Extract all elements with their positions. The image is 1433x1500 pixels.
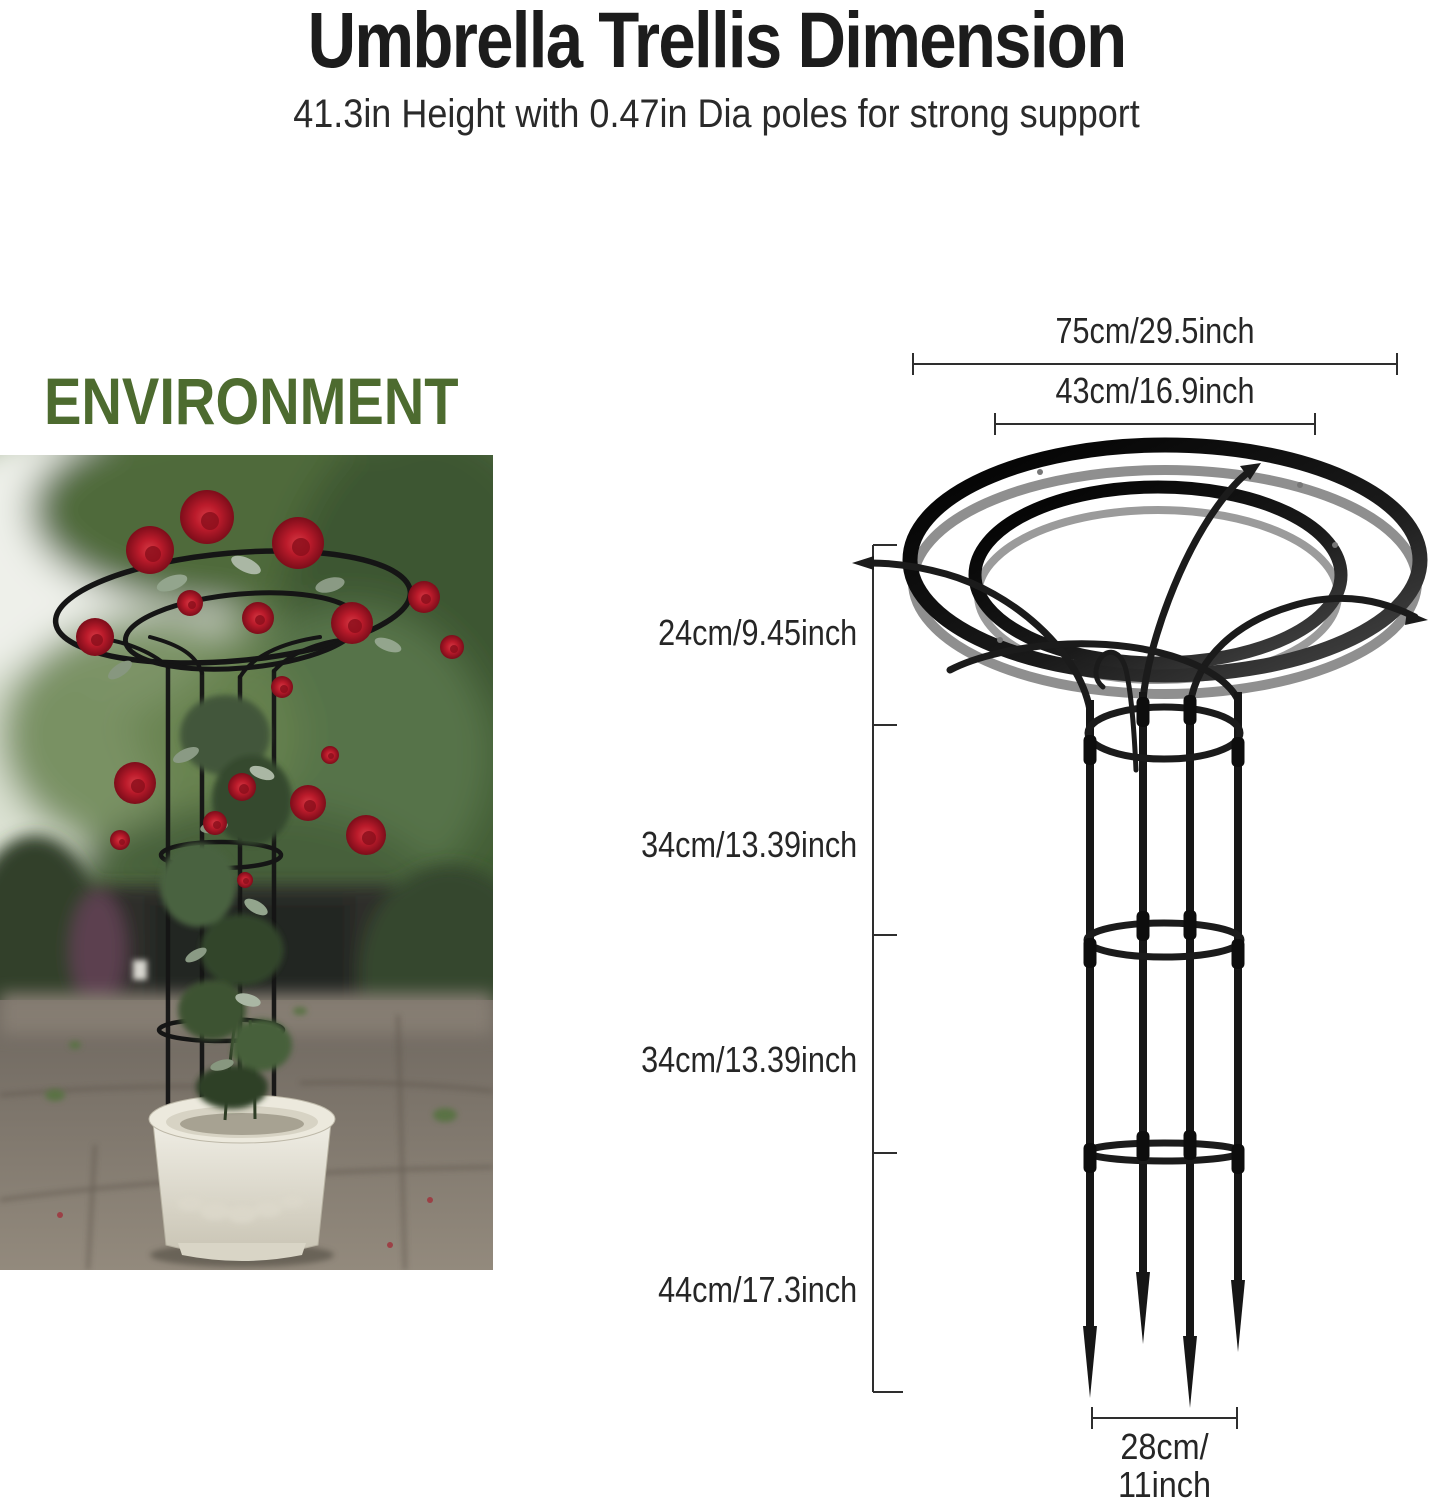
- environment-photo: [0, 455, 493, 1270]
- dimension-label-base-width-line2: 11inch: [1117, 1464, 1212, 1500]
- page-subtitle: 41.3in Height with 0.47in Dia poles for strong support: [293, 92, 1140, 136]
- trellis-dimension-drawing: [560, 300, 1433, 1500]
- dimension-label-base-width-line1: 28cm/: [1120, 1426, 1209, 1467]
- dimension-label-height-1: 24cm/9.45inch: [657, 612, 857, 653]
- environment-heading: ENVIRONMENT: [44, 364, 459, 438]
- pole-clamps: [1084, 695, 1245, 1174]
- trellis-drawing: [852, 445, 1428, 1408]
- dimension-label-top-outer-width: 75cm/29.5inch: [1055, 310, 1255, 351]
- ring-rivets: [997, 469, 1338, 643]
- dimension-label-top-inner-width: 43cm/16.9inch: [1055, 370, 1255, 411]
- dimension-label-height-2: 34cm/13.39inch: [640, 824, 857, 865]
- page-title: Umbrella Trellis Dimension: [307, 0, 1126, 84]
- dimension-label-height-4: 44cm/17.3inch: [657, 1269, 857, 1310]
- dimension-label-base-width: [1090, 1428, 1239, 1500]
- pole-spikes: [1083, 1272, 1245, 1408]
- dimension-label-height-3: 34cm/13.39inch: [640, 1039, 857, 1080]
